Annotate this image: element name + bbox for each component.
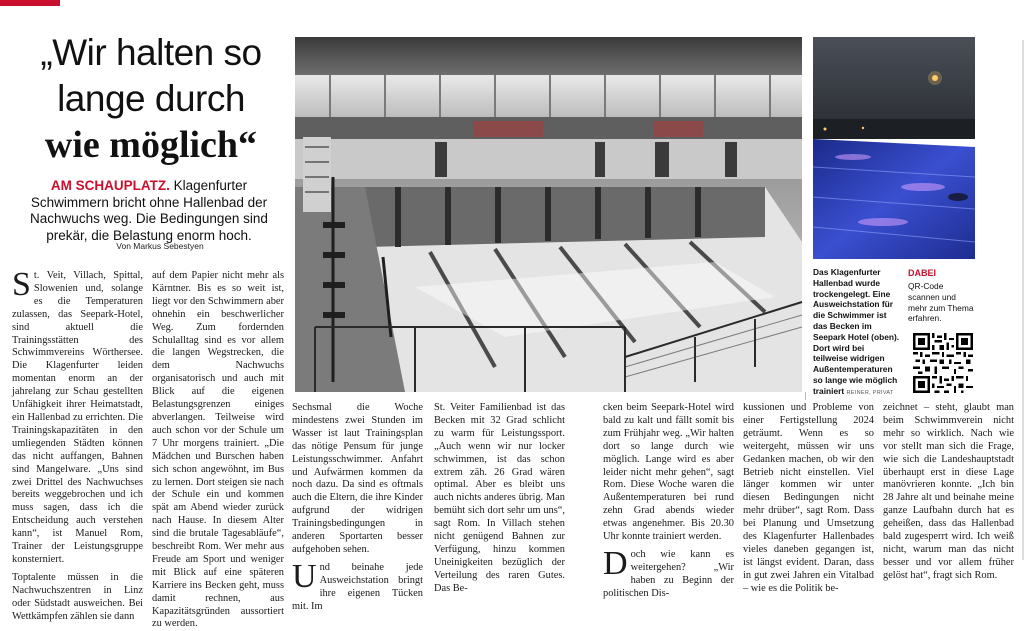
col3-paragraph-1: Sechsmal die Woche mindestens zwei Stunden im Wasser ist laut Trainingsplan das nötige Pensum für junge Leistungsschwimmer. Anfahrt und Aufwärmen kommen da noch dazu. Da sind es oftmals auch die Eltern, die ihre Kinder aufgrund der widrigen Trainingsbedingungen in anderen Sportarten besser aufgehoben sehen. <box>292 402 423 555</box>
headline-line-3: wie möglich“ <box>44 124 258 166</box>
dropcap-s: S <box>12 266 31 303</box>
night-pool-image <box>813 37 975 259</box>
text-column-7 <box>883 402 1014 583</box>
col5-paragraph-2: och wie kann es weitergehen? „Wir haben zu Beginn der politischen Dis- <box>603 548 734 599</box>
col7-paragraph-1: zeichnet – steht, glaubt man beim Schwimmverein nicht mehr so wirklich. Nach wie vor stellt man sich die Frage, wie sich die Landeshauptstadt überhaupt erst in diese Lage manövrieren konnte. „Ich bin 28 Jahre alt und beinahe meine ganze Laufbahn durch hat es geheißen, dass das Hallenbad bald zugesperrt wird. Ich weiß nicht, warum man das nicht besser und vor allem früher gelöst hat“, fragt sich Rom. <box>883 402 1014 581</box>
dropcap-u: U <box>292 557 317 595</box>
text-column-6 <box>743 402 874 596</box>
col4-paragraph-1: St. Veiter Familienbad ist das Becken mit 32 Grad schlicht zu warm für Leistungssport. „Auch wenn wir nur locker schwimmen, ist das schon extrem zäh. 26 Grad wären optimal. Aber es bleibt uns auch nichts anderes übrig. Man bemüht sich dort sehr um uns“, sagt Rom. In Villach stehen nicht genügend Bahnen zur Verfügung, hinzu kommen Uneinigkeiten bezüglich der Verteilung des raren Gutes. Das Be- <box>434 402 565 594</box>
qr-code-icon[interactable] <box>913 333 973 393</box>
dropcap-d: D <box>603 544 628 582</box>
headline-line-1: „Wir halten so <box>40 32 262 73</box>
column-divider <box>805 392 806 400</box>
caption-text: Das Klagenfurter Hallenbad wurde trockengelegt. Eine Ausweichstation für die Schwimmer ist das Becken im Seepark Hotel (oben). Dort wird bei teilweise widrigen Außentemperaturen so lange wie möglich trainiert <box>813 267 900 396</box>
empty-pool-image <box>295 37 802 392</box>
seepark-pool-night-photo <box>813 37 975 259</box>
photo-caption <box>813 267 901 399</box>
text-column-1 <box>12 266 143 623</box>
text-column-5 <box>603 402 734 601</box>
section-color-bar <box>0 0 60 6</box>
lead-kicker: AM SCHAUPLATZ. <box>50 178 170 193</box>
dabei-text: QR-Code scannen und mehr zum Thema erfahren. <box>908 281 974 324</box>
text-column-4 <box>434 402 565 596</box>
empty-pool-photo <box>295 37 802 392</box>
col1-paragraph-1: t. Veit, Villach, Spittal, Slowenien und, solange es die Temperaturen zulassen, das Seepark-Hotel, sind aktuell die Trainingsstätten des Schwimmvereins Wörthersee. Die Klagenfurter leiden momentan enorm an der jahrelang zur Schau gestellten Unfähigkeit ihrer Heimatstadt, ein Hallenbad zu errichten. Die Trainingskapazitäten in den umliegenden Städten können das nicht auffangen, Bahnen sind Mangelware. „Uns sind zwei Drittel des Nachwuchses bereits weggebrochen und ich muss sagen, dass ich die Entscheidung auch verstehen kann“, ist Manuel Rom, Trainer der Leistungsgruppe konsterniert. <box>12 270 143 565</box>
col6-paragraph-1: kussionen und Probleme von einer Fertigstellung 2024 geträumt. Wenn es so weitergeht, müssen wir uns Gedanken machen, ob wir den Betrieb nicht einstellen. Viel länger kommen wir unter diesen Bedingungen nicht mehr drüber“, sagt Rom. Dass bei Planung und Umsetzung des Klagenfurter Hallenbades vieles daneben gegangen ist, ist längst evident. Daran, dass in gut zwei Jahren ein Vitalbad – wie es die Politik be- <box>743 402 874 594</box>
headline-line-2: lange durch <box>57 78 245 119</box>
photo-credit: REINER, PRIVAT <box>846 389 894 396</box>
lead-text: Klagenfurter Schwimmern bricht ohne Hallenbad der Nachwuchs weg. Die Bedingungen sind prekär, die Belastung enorm hoch. <box>30 178 268 243</box>
col1-paragraph-2: Toptalente müssen in die Nachwuchszentren in Linz oder Südstadt ausweichen. Bei Wettkämpfen zählen sie dann <box>12 571 143 622</box>
col3-paragraph-2: nd beinahe jede Ausweichstation bringt ihre eigenen Tücken mit. Im <box>292 561 423 612</box>
article-lead <box>24 178 274 244</box>
text-column-3 <box>292 402 423 614</box>
col2-paragraph-1: auf dem Papier nicht mehr als Kärntner. Bis es so weit ist, liegt vor den Schwimmern aber ohnehin ein beschwerlicher Weg. Zum fordernden Schulalltag sind es vor allem die langen Wegstrecken, die dem Nachwuchs organisatorisch und auch mit Blick auf die eigenen Belastungsgrenzen einiges abverlangen. Teilweise wird auch schon vor der Schule um 7 Uhr morgens trainiert. „Die Mädchen und Burschen haben sich schon angewöhnt, im Bus zu lernen. Dort steigen sie nach der Schule ein und kommen spät am Abend wieder zurück nach Hause. In diesem Alter sind die brutale Tagesabläufe“, beschreibt Rom. Wer mehr aus Freude am Sport und weniger mit Blick auf eine späteren Karriere ins Becken geht, muss damit rechnen, aus Kapazitätsgründen aussortiert zu werden. <box>152 270 284 630</box>
byline: Von Markus Sebestyen <box>116 241 204 251</box>
dabei-label: DABEI <box>908 268 937 278</box>
text-column-2 <box>152 270 284 631</box>
col5-paragraph-1: cken beim Seepark-Hotel wird bald zu kalt und fällt somit bis zum Frühjahr weg. „Wir halten dort so lange durch wie möglich. Lange wird es aber leider nicht mehr gehen“, sagt Rom. Diese Woche waren die Außentemperaturen bei rund zehn Grad abends wieder etwas angenehmer. Bis 20.30 Uhr konnte trainiert werden. <box>603 402 734 543</box>
article-headline <box>20 30 282 168</box>
